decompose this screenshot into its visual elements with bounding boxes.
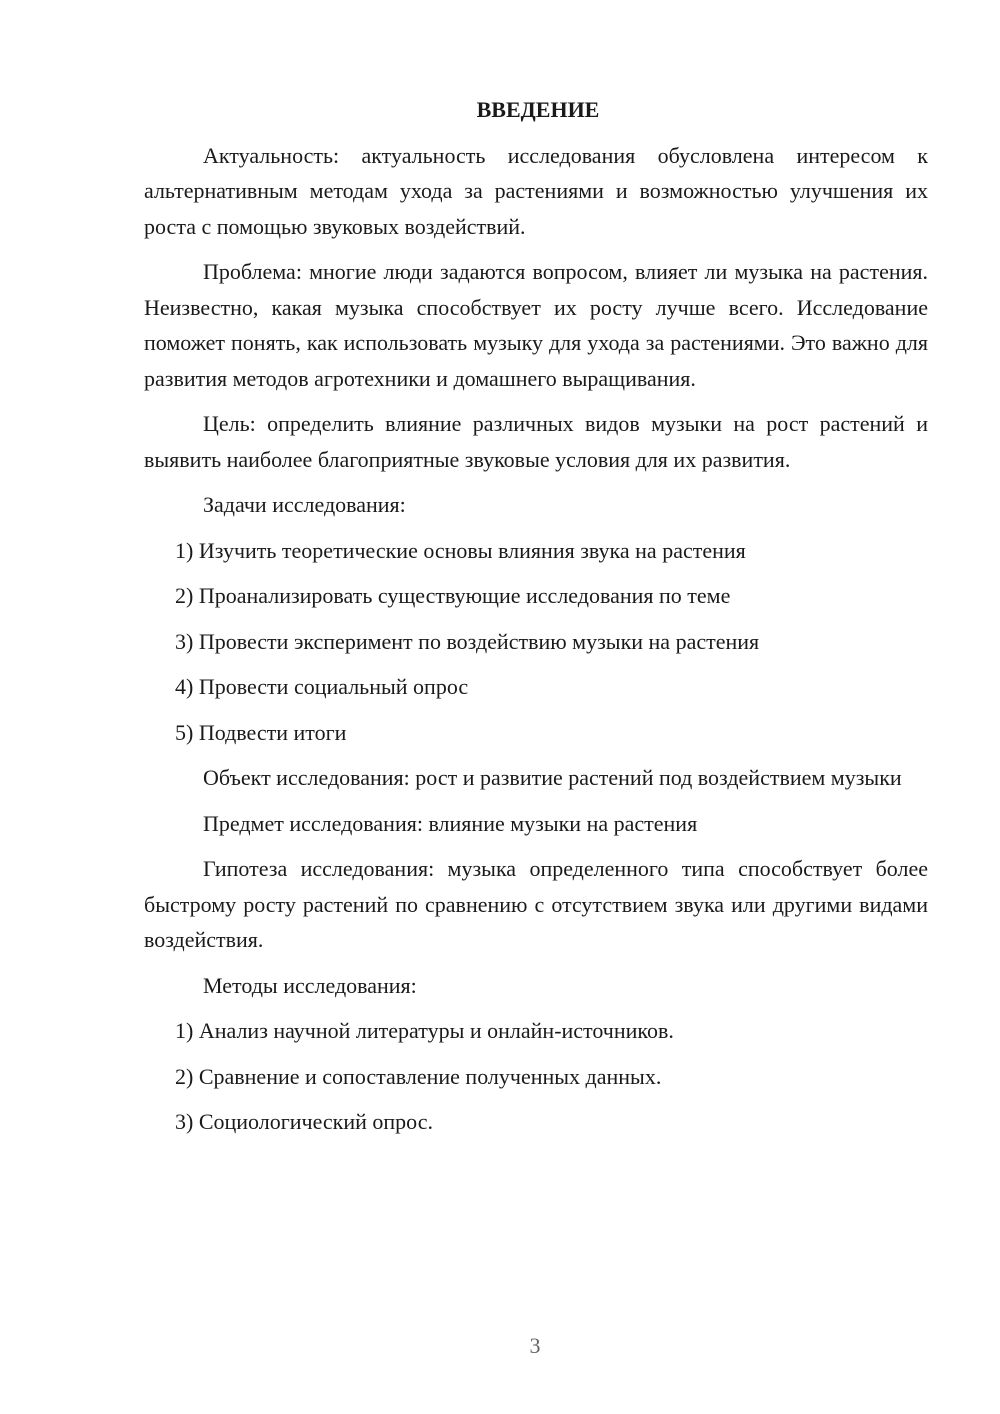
list-item: 3) Социологический опрос. bbox=[175, 1109, 433, 1134]
list-item: 2) Проанализировать существующие исследования по теме bbox=[175, 583, 731, 608]
methods-list bbox=[144, 1013, 928, 1140]
document-body bbox=[144, 92, 928, 1150]
problem-paragraph: Проблема: многие люди задаются вопросом, влияет ли музыка на растения. Неизвестно, какая музыка способствует их росту лучше всего. Исследование поможет понять, как использовать музыку для ухода за растениями. Это важно для развития методов агротехники и домашнего выращивания. bbox=[144, 259, 928, 391]
relevance-paragraph: Актуальность: актуальность исследования обусловлена интересом к альтернативным методам ухода за растениями и возможностью улучшения их роста с помощью звуковых воздействий. bbox=[144, 142, 928, 239]
section-title: ВВЕДЕНИЕ bbox=[476, 97, 600, 122]
list-item: 3) Провести эксперимент по воздействию музыки на растения bbox=[175, 628, 760, 654]
list-item: 1) Анализ научной литературы и онлайн-источников. bbox=[175, 1018, 674, 1043]
tasks-list bbox=[144, 533, 928, 751]
list-item: 1) Изучить теоретические основы влияния звука на растения bbox=[175, 537, 746, 563]
list-item: 4) Провести социальный опрос bbox=[175, 674, 469, 699]
page-number: 3 bbox=[529, 1333, 541, 1358]
list-item: 2) Сравнение и сопоставление полученных данных. bbox=[175, 1063, 662, 1089]
list-item: 5) Подвести итоги bbox=[175, 719, 347, 745]
hypothesis-paragraph: Гипотеза исследования: музыка определенного типа способствует более быстрому росту растений по сравнению с отсутствием звука или другими видами воздействия. bbox=[144, 856, 928, 952]
object-paragraph: Объект исследования: рост и развитие растений под воздействием музыки bbox=[203, 765, 902, 790]
goal-paragraph: Цель: определить влияние различных видов музыки на рост растений и выявить наиболее благоприятные звуковые условия для их развития. bbox=[144, 411, 928, 472]
methods-heading: Методы исследования: bbox=[203, 972, 417, 998]
subject-paragraph: Предмет исследования: влияние музыки на растения bbox=[203, 810, 698, 836]
tasks-heading: Задачи исследования: bbox=[203, 492, 406, 517]
